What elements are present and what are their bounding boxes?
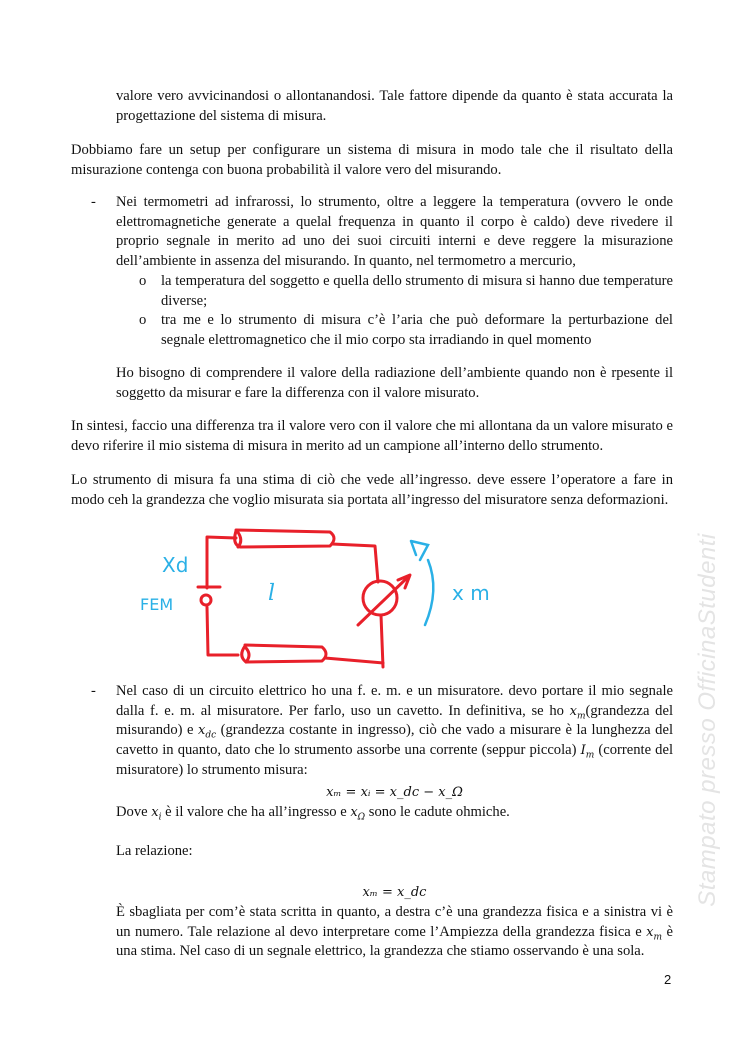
equation-2: xₘ = x_dc xyxy=(362,885,427,900)
sub-bullet-item: la temperatura del soggetto e quella dello strumento di misura si hanno due temperature diverse; xyxy=(161,273,673,309)
bullet-dash: - xyxy=(91,194,96,210)
math-symbol: x xyxy=(350,805,358,820)
paragraph: valore vero avvicinandosi o allontanandosi. Tale fattore dipende da quanto è stata accurata la progettazione del sistema di misura. xyxy=(116,88,673,124)
bullet-dash: - xyxy=(91,683,96,699)
math-subscript: Ω xyxy=(357,812,366,823)
sub-bullet-item: tra me e lo strumento di misura c’è l’aria che può deformare la perturbazione del segnale elettromagnetico che il mio corpo sta irradiando in quel momento xyxy=(161,312,673,348)
math-symbol: x xyxy=(569,703,577,719)
math-subscript: m xyxy=(576,711,586,722)
page-number: 2 xyxy=(664,972,672,987)
label-fem: FEM xyxy=(140,595,174,614)
text: (grandezza costante in ingresso), ciò che vado a misurare è la lunghezza del cavetto in quanto, dato che lo strumento assorbe una corrente (seppur piccola) xyxy=(116,722,673,759)
bullet-item: Nei termometri ad infrarossi, lo strumento, oltre a leggere la temperatura (ovvero le onde elettromagnetiche generate a quelal frequenza in quanto il corpo è caldo) deve rivedere il proprio segnale in merito ad uno dei suoi circuiti interni e deve reggere la misurazione dell’ambiente in assenza del misurando. In quanto, nel termometro a mercurio, xyxy=(116,194,673,270)
paragraph: Dobbiamo fare un setup per configurare un sistema di misura in modo tale che il risultato della misurazione contenga con buona probabilità il valore vero del misurando. xyxy=(71,142,673,178)
label-xd: Xd xyxy=(162,553,189,577)
math-xi xyxy=(151,805,162,823)
math-subscript: dc xyxy=(205,731,217,741)
equation-1: xₘ = xᵢ = x_dc − x_Ω xyxy=(326,785,463,800)
paragraph: La relazione: xyxy=(116,843,193,859)
paragraph: Lo strumento di misura fa una stima di ciò che vede all’ingresso. deve essere l’operatore a fare in modo ceh la grandezza che voglio misurata sia portata all’ingresso del misuratore senza deformazioni. xyxy=(71,472,673,508)
math-subscript: m xyxy=(585,750,595,761)
math-symbol: x xyxy=(151,805,159,820)
label-l: l xyxy=(268,581,276,606)
math-xm xyxy=(569,703,586,722)
math-xm xyxy=(646,924,663,943)
text: è una stima. Nel caso di un segnale elettrico, la grandezza che stiamo osservando è una sola. xyxy=(116,923,673,960)
label-xm: x m xyxy=(452,581,490,605)
text: sono le cadute ohmiche. xyxy=(365,804,510,820)
math-xomega xyxy=(350,805,366,823)
text: è il valore che ha all’ingresso e xyxy=(161,804,351,820)
math-symbol: x xyxy=(646,924,654,940)
math-subscript: i xyxy=(158,812,162,823)
text: (grandezza del misurando) e xyxy=(116,702,673,739)
text: (corrente del misuratore) lo strumento misura: xyxy=(116,742,673,778)
text: È sbagliata per com’è stata scritta in quanto, a destra c’è una grandezza fisica e a sinistra vi è un numero. Tale relazione al devo interpretare come l’Ampiezza della grandezza fisica e xyxy=(116,904,673,940)
handwritten-marks xyxy=(411,541,433,625)
text: Nel caso di un circuito elettrico ho una f. e. m. e un misuratore. devo portare il mio segnale dalla f. e. m. al misuratore. Per farlo, uso un cavetto. In definitiva, se ho xyxy=(116,683,673,719)
circuit-wires xyxy=(198,530,410,667)
math-im xyxy=(580,743,595,761)
paragraph xyxy=(116,903,673,962)
sub-bullet-marker: o xyxy=(139,312,147,328)
math-subscript: m xyxy=(653,932,663,943)
math-xdc xyxy=(197,723,217,741)
bullet-item xyxy=(116,682,673,781)
paragraph xyxy=(116,803,673,823)
paragraph: Ho bisogno di comprendere il valore della radiazione dell’ambiente quando non è rpesente il soggetto da misurar e fare la differenza con il valore misurato. xyxy=(116,365,673,401)
math-symbol: I xyxy=(580,743,586,759)
sub-bullet-marker: o xyxy=(139,273,147,289)
math-symbol: x xyxy=(197,723,206,739)
watermark: Stampato presso OfficinaStudenti xyxy=(694,533,721,907)
paragraph: In sintesi, faccio una differenza tra il valore vero con il valore che mi allontana da un valore misurato e devo riferire il mio sistema di misura in merito ad un campione all’interno dello strumento. xyxy=(71,418,673,454)
text: Dove xyxy=(116,804,152,820)
